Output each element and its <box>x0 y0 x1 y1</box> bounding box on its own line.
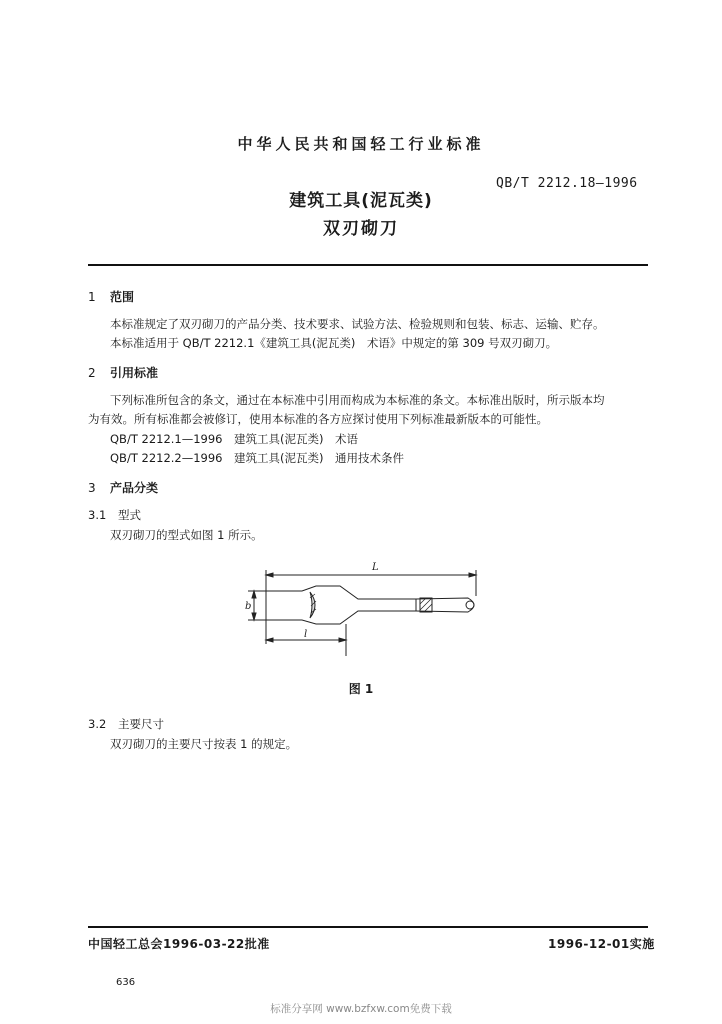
section-3-1-paragraph: 双刃砌刀的型式如图 1 所示。 <box>110 528 263 542</box>
dim-l-label: l <box>304 629 308 640</box>
watermark: 标准分享网 www.bzfxw.com免费下载 <box>270 1003 452 1015</box>
blade-outline <box>266 586 416 624</box>
header-rule <box>88 264 648 266</box>
approval-date: 中国轻工总会1996-03-22批准 <box>88 937 270 951</box>
section-1-number: 1 <box>88 290 96 304</box>
reference-1: QB/T 2212.1—1996 建筑工具(泥瓦类) 术语 <box>110 432 358 446</box>
dim-b-arrow-bottom <box>252 613 256 620</box>
section-3-1-title: 型式 <box>118 508 141 522</box>
dim-L-arrow-right <box>469 573 476 577</box>
section-3-heading <box>88 479 158 496</box>
section-3-1-heading <box>88 507 141 523</box>
section-1-paragraph-1: 本标准规定了双刃砌刀的产品分类、技术要求、试验方法、检验规则和包装、标志、运输、贮存。 <box>110 317 605 331</box>
section-3-2-number: 3.2 <box>88 717 107 731</box>
dim-b-arrow-top <box>252 591 256 598</box>
section-3-2-heading <box>88 716 164 732</box>
ferrule-hatch <box>420 598 432 612</box>
implementation-date: 1996-12-01实施 <box>548 937 655 951</box>
dim-l-arrow-left <box>266 638 273 642</box>
org-title: 中华人民共和国轻工行业标准 <box>237 135 485 153</box>
section-2-number: 2 <box>88 366 96 380</box>
section-2-paragraph-line2: 为有效。所有标准都会被修订，使用本标准的各方应探讨使用下列标准最新版本的可能性。 <box>88 412 548 426</box>
dim-b-label: b <box>245 601 252 612</box>
section-2-paragraph-line1: 下列标准所包含的条文，通过在本标准中引用而构成为本标准的条文。本标准出版时，所示版本均 <box>110 393 605 407</box>
handle-hole <box>466 601 474 609</box>
reference-2: QB/T 2212.2—1996 建筑工具(泥瓦类) 通用技术条件 <box>110 451 404 465</box>
standard-code: QB/T 2212.18—1996 <box>496 176 638 191</box>
page-number: 636 <box>116 977 136 988</box>
section-1-paragraph-2: 本标准适用于 QB/T 2212.1《建筑工具(泥瓦类) 术语》中规定的第 309 号双刃砌刀。 <box>110 336 558 350</box>
section-1-heading <box>88 288 134 305</box>
dim-L-label: L <box>372 562 379 573</box>
dim-L-arrow-left <box>266 573 273 577</box>
section-3-2-title: 主要尺寸 <box>118 717 164 731</box>
dim-l-arrow-right <box>339 638 346 642</box>
figure-1-caption: 图 1 <box>348 682 374 696</box>
section-3-number: 3 <box>88 481 96 495</box>
section-2-title: 引用标准 <box>110 366 159 380</box>
document-title-line1: 建筑工具(泥瓦类) <box>289 191 433 211</box>
section-1-title: 范围 <box>110 290 135 304</box>
document-title-line2: 双刃砌刀 <box>323 219 399 239</box>
footer-rule <box>88 926 648 928</box>
section-3-title: 产品分类 <box>110 481 159 495</box>
section-3-2-paragraph: 双刃砌刀的主要尺寸按表 1 的规定。 <box>110 737 298 751</box>
figure-1-drawing <box>236 556 496 660</box>
section-2-heading <box>88 364 158 381</box>
section-3-1-number: 3.1 <box>88 508 107 522</box>
